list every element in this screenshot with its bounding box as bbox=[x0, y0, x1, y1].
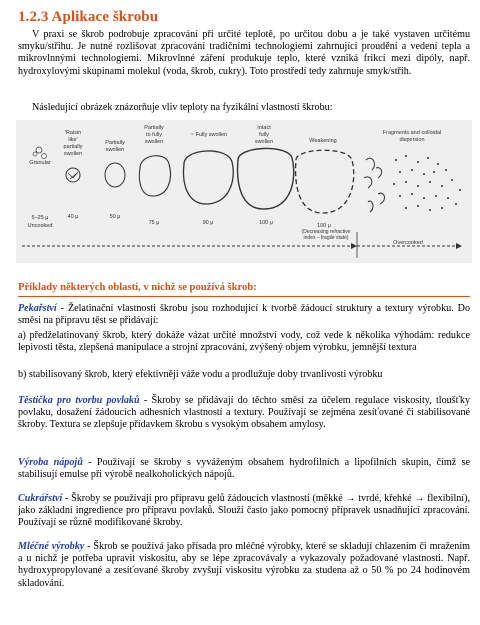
section-heading: 1.2.3 Aplikace škrobu bbox=[18, 9, 159, 25]
term-dairy: Mléčné výrobky bbox=[18, 541, 85, 552]
text-coating: - Škroby se přidávají do těchto směsí za účelem regulace viskosity, tloušťky povlaku, dosažení žádoucích adhesních vlastností a textury. Používají se zejména zesíťované či stabilisované škroby. Textura se zlepšuje přídavkem škrobu s vysokým obsahem amylosy. bbox=[18, 395, 470, 431]
stage-7-extra: (Decreasing refractive index – fragile state) bbox=[301, 229, 351, 241]
stage-3-size: 50 μ bbox=[109, 214, 121, 220]
term-beverages: Výroba nápojů bbox=[18, 457, 83, 468]
item-coating bbox=[18, 395, 470, 432]
stage-4-top-label: Partially to fully swollen bbox=[144, 125, 164, 145]
granule-tiny bbox=[33, 152, 37, 156]
stage-1-size: 5–25 μ bbox=[31, 215, 49, 221]
granule-fully-swollen bbox=[184, 151, 234, 204]
stage-7-size: 100 μ bbox=[317, 223, 331, 229]
intro-paragraph: V praxi se škrob podrobuje zpracování při určité teplotě, po určitou dobu a je také vystaven určitému smyku/střihu. Je nutné rozlišovat zpracování tradičními technologiemi zahrnující proudění a vedení tepla a mikrovlnnými technologiemi. Mikrovlnné záření produkuje teplo, které vzniká frikcí mezi dipóly, např. hydroxylovými skupinami molekul (voda, škrob, cukry). Toto prostředí tedy zahrnuje smyk/střih. bbox=[18, 29, 470, 77]
item-beverages bbox=[18, 457, 470, 481]
stage-1-extra: Uncooked bbox=[27, 223, 53, 229]
term-confectionery: Cukrářství bbox=[18, 493, 63, 504]
stage-2-size: 40 μ bbox=[67, 214, 79, 220]
stage-4-size: 75 μ bbox=[148, 220, 160, 226]
stage-6-top-label: Intact fully swollen bbox=[254, 125, 274, 145]
text-beverages: - Používají se škroby s vyváženým obsahem hydrofilních a lipofilních skupin, čímž se stabilisují emulse při výrobě nealkoholických nápojů. bbox=[18, 457, 470, 481]
stage-2-top-label: 'Raisin like' partially swollen bbox=[63, 130, 83, 157]
granule-weakening bbox=[296, 150, 354, 213]
stage-3-top-label: Partially swollen bbox=[105, 140, 125, 153]
starch-swelling-figure bbox=[16, 120, 472, 263]
stage-5-size: 90 μ bbox=[202, 220, 214, 226]
title-underline bbox=[18, 296, 470, 297]
granule-tiny-2 bbox=[42, 154, 47, 159]
stage-8-top-label: Fragments and colloidal dispersion bbox=[382, 130, 442, 143]
text-bakery: - Želatinační vlastnosti škrobu jsou rozhodující k tvorbě žádoucí struktury a textury výrobku. Do směsi na přípravu těst se přidávají: bbox=[18, 303, 470, 327]
stage-7-top-label: Weakening bbox=[309, 138, 337, 144]
text-confectionery: - Škroby se používají pro přípravu gelů žádoucích vlastností (měkké → tvrdé, křehké → flexibilní), jako základní ingredience pro přípravu povlaků. Slouží často jako pomocný přípravek usnadňující zpracování. Používají se různě modifikované škroby. bbox=[18, 493, 470, 529]
examples-title: Příklady některých oblastí, v nichž se používá škrob: bbox=[18, 282, 257, 293]
fragment-curls bbox=[364, 158, 384, 212]
bakery-list-b: b) stabilisovaný škrob, který efektivněji váže vodu a prodlužuje doby trvanlivosti výrobku bbox=[18, 369, 383, 380]
item-confectionery bbox=[18, 493, 470, 530]
stage-5-top-label: ~ Fully swollen bbox=[190, 132, 228, 138]
overcooked-label: Overcooked bbox=[393, 240, 423, 246]
item-dairy bbox=[18, 541, 470, 590]
granule-partially-swollen bbox=[105, 163, 125, 187]
granule-small bbox=[36, 147, 42, 153]
term-coating: Těstička pro tvorbu povlaků bbox=[18, 395, 140, 406]
bakery-list-a: a) předželatinovaný škrob, který dokáže vázat určité množství vody, což vede k několika výhodám: redukce lepivosti těsta, zlepšená manipulace a strojní zpracování, zvýšený objem výrobku, jemnější textura bbox=[18, 330, 470, 354]
figure-intro-text: Následující obrázek znázorňuje vliv teploty na fyzikální vlastnosti škrobu: bbox=[32, 102, 333, 113]
granule-intact-swollen bbox=[238, 148, 294, 209]
stage-6-size: 100 μ bbox=[259, 220, 273, 226]
stage-1-bottom-label: Granular bbox=[29, 160, 51, 166]
granule-partially-to-fully bbox=[139, 156, 170, 196]
starch-swelling-diagram bbox=[16, 120, 472, 263]
item-bakery bbox=[18, 303, 470, 327]
colloidal-dots bbox=[393, 155, 461, 211]
term-bakery: Pekařství bbox=[18, 303, 57, 314]
granule-raisin bbox=[66, 168, 80, 182]
text-dairy: - Škrob se používá jako přísada pro mléčné výrobky, které se skladují chlazením či mražením a u nichž je potřeba upravit viskositu, aby se lépe zpracovávaly a vykazovaly požadované vlastnosti. Např. hydroxypropylované a zesíťované škroby zvyšují viskositu výrobku za studena až o 50 % po 24 hodinovém skladování. bbox=[18, 541, 470, 589]
